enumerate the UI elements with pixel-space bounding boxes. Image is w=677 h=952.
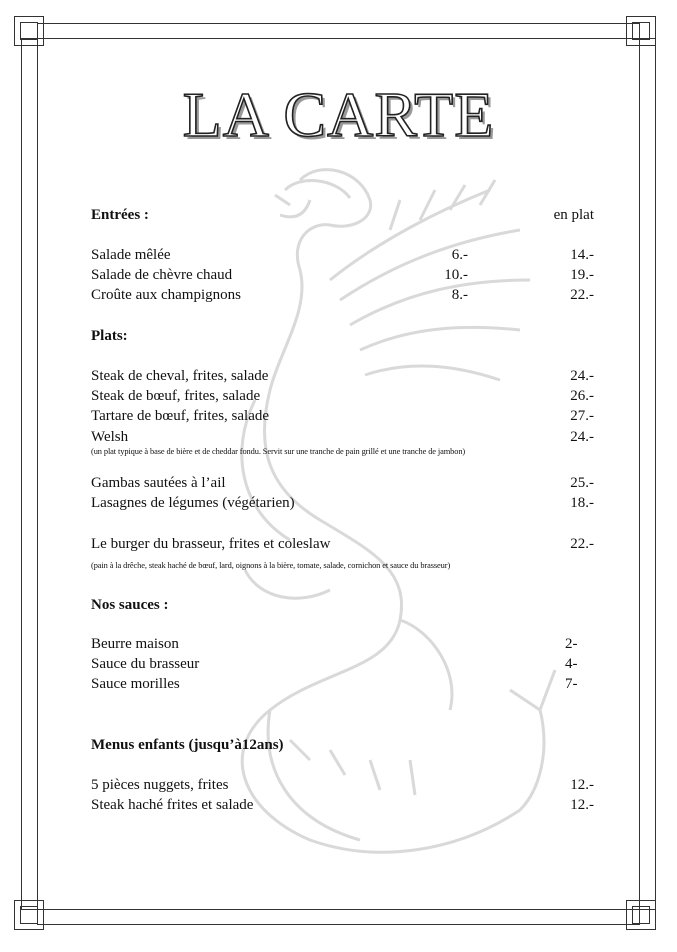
item-name: Salade de chèvre chaud [91, 267, 233, 283]
item-price: 18.- [570, 495, 594, 511]
section-heading-enfants: Menus enfants (jusqu’à12ans) [91, 737, 284, 753]
item-price-plat: 14.- [570, 247, 594, 263]
item-name: Tartare de bœuf, frites, salade [91, 408, 270, 424]
menu-item [91, 656, 594, 676]
menu-item [91, 536, 594, 556]
item-note-welsh: (un plat typique à base de bière et de cheddar fondu. Servit sur une tranche de pain grillé et une tranche de jambon) [91, 447, 466, 456]
item-price: 4- [565, 656, 578, 672]
item-name: Sauce morilles [91, 676, 180, 692]
item-note-burger: (pain à la drêche, steak haché de bœuf, lard, oignons à la bière, tomate, salade, cornichon et sauce du brasseur) [91, 561, 451, 570]
item-name: Beurre maison [91, 636, 179, 652]
item-name: Croûte aux champignons [91, 287, 241, 303]
item-name: Sauce du brasseur [91, 656, 200, 672]
item-name: Steak de bœuf, frites, salade [91, 388, 261, 404]
menu-item [91, 368, 594, 388]
menu-item [91, 247, 594, 267]
menu-item [91, 676, 594, 696]
menu-item [91, 777, 594, 797]
item-price: 24.- [570, 429, 594, 445]
menu-item [91, 495, 594, 515]
item-price: 25.- [570, 475, 594, 491]
page-title: LA CARTE [182, 79, 495, 150]
item-price: 27.- [570, 408, 594, 424]
menu-item [91, 388, 594, 408]
menu-item [91, 267, 594, 287]
item-price: 10.- [444, 267, 468, 283]
item-price-plat: 19.- [570, 267, 594, 283]
corner-ornament-bottom-left [14, 900, 44, 930]
item-price: 12.- [570, 797, 594, 813]
item-price: 8.- [451, 287, 468, 303]
corner-ornament-top-left [14, 16, 44, 46]
corner-ornament-top-right [626, 16, 656, 46]
menu-item [91, 797, 594, 817]
item-name: Steak de cheval, frites, salade [91, 368, 269, 384]
item-price: 26.- [570, 388, 594, 404]
item-name: 5 pièces nuggets, frites [91, 777, 229, 793]
corner-ornament-bottom-right [626, 900, 656, 930]
column-label-en-plat: en plat [553, 207, 594, 223]
item-price: 7- [565, 676, 578, 692]
item-name: Lasagnes de légumes (végétarien) [91, 495, 295, 511]
item-price-plat: 22.- [570, 287, 594, 303]
item-name: Le burger du brasseur, frites et coleslaw [91, 536, 331, 552]
item-price: 24.- [570, 368, 594, 384]
menu-item [91, 287, 594, 307]
item-price: 2- [565, 636, 578, 652]
item-price: 22.- [570, 536, 594, 552]
menu-item [91, 408, 594, 428]
item-price: 6.- [451, 247, 468, 263]
section-heading-sauces: Nos sauces : [91, 597, 169, 613]
item-name: Steak haché frites et salade [91, 797, 254, 813]
menu-item [91, 636, 594, 656]
item-name: Salade mêlée [91, 247, 171, 263]
menu-item [91, 429, 594, 449]
menu-item [91, 475, 594, 495]
item-price: 12.- [570, 777, 594, 793]
item-name: Gambas sautées à l’ail [91, 475, 226, 491]
section-heading-entrees: Entrées : [91, 207, 149, 223]
section-heading-plats: Plats: [91, 328, 128, 344]
item-name: Welsh [91, 429, 129, 445]
